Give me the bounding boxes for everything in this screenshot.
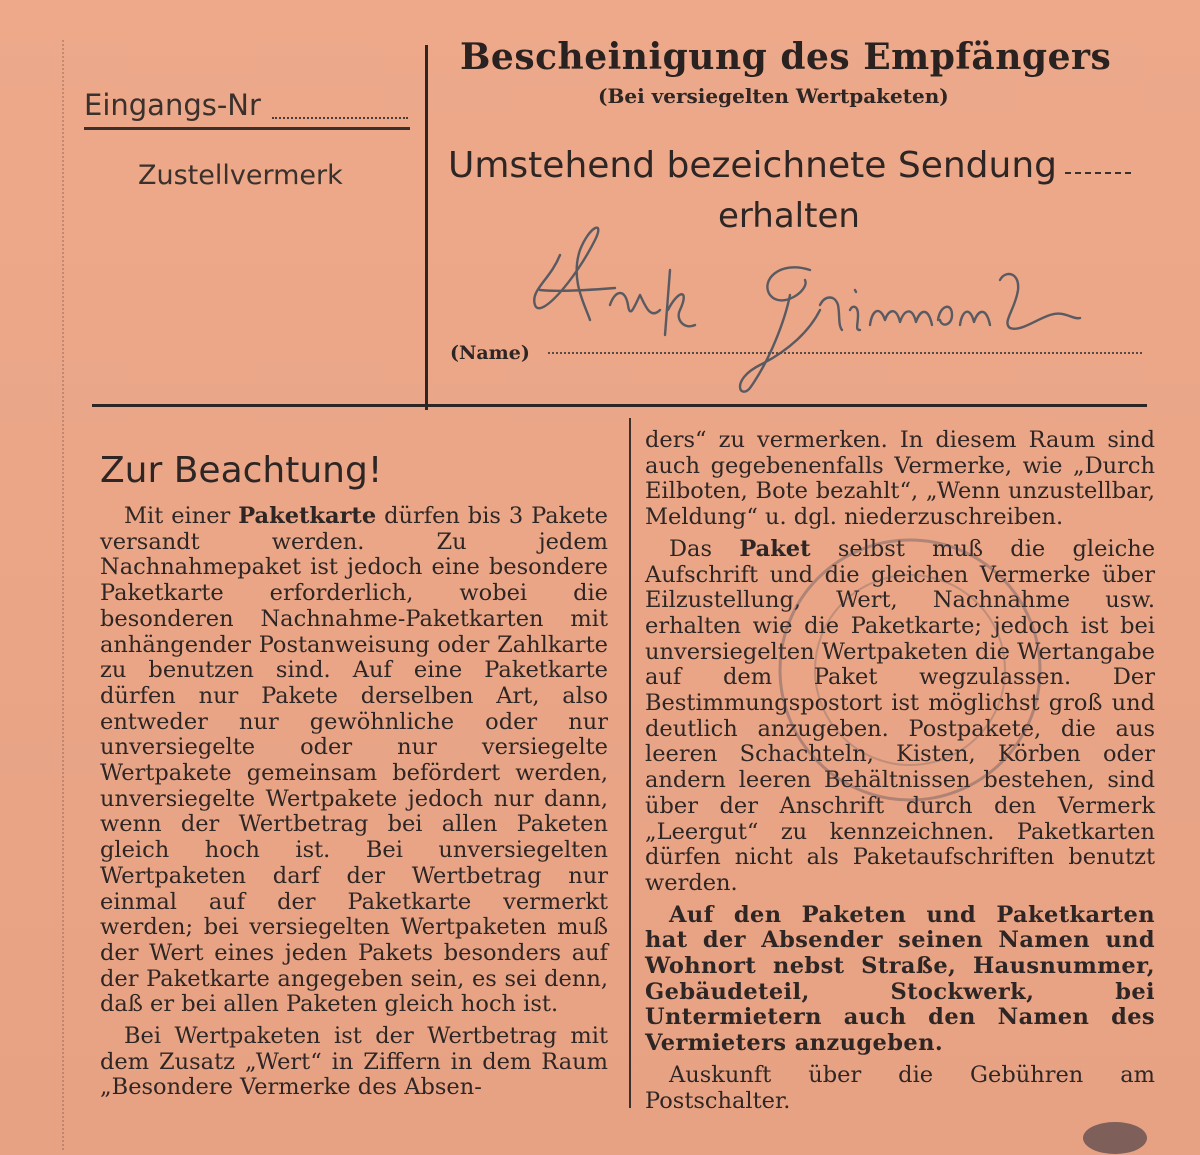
paket-bold: Paket — [739, 535, 811, 562]
notice-paragraph — [100, 504, 608, 1018]
notice-paragraph: Bei Wertpaketen ist der Wertbetrag mit dem Zusatz „Wert“ in Ziffern in dem Raum „Besondere Vermerke des Absen- — [100, 1023, 608, 1101]
ink-smudge — [1075, 1110, 1155, 1155]
paketkarte-bold: Paketkarte — [238, 503, 377, 529]
section-divider — [92, 404, 1147, 407]
page-subtitle: (Bei versiegelten Wertpaketen) — [598, 84, 949, 108]
notice-text: dürfen bis 3 Pakete versandt werden. Zu jedem Nachnahmepaket ist jedoch eine besondere Paketkarte erforderlich, wobei die besonderen Nachnahme-Paketkarten mit anhängender Postanweisung oder Zahlkarte zu benutzen sind. Auf eine Paketkarte dürfen nur Pakete derselben Art, also entweder nur gewöhnliche oder nur unversiegelte oder nur versiegelte Wertpakete gemeinsam befördert werden, unversiegelte Wertpakete jedoch nur dann, wenn der Wertbetrag bei allen Paketen gleich hoch ist. Bei unversiegelten Wertpaketen darf der Wertbetrag nur einmal auf der Paketkarte vermerkt werden; bei versiegelten Wertpaketen muß der Wert eines jeden Pakets besonders auf der Paketkarte angegeben sein, es sei denn, daß er bei allen Paketen gleich hoch ist. — [100, 503, 608, 1018]
perforation-edge — [62, 40, 64, 1150]
zustellvermerk-label: Zustellvermerk — [138, 160, 343, 191]
name-dotted-line — [548, 352, 1142, 354]
left-header-rule — [84, 127, 410, 130]
eingang-dotted-line — [272, 117, 408, 119]
eingang-label: Eingangs-Nr — [84, 88, 261, 122]
receipt-line-erhalten: erhalten — [718, 196, 860, 236]
name-label: (Name) — [450, 342, 530, 364]
receipt-dash-line — [1065, 172, 1131, 174]
notice-paragraph-bold: Auf den Paketen und Paketkarten hat der Absender seinen Namen und Wohnort nebst Straße, Hausnummer, Gebäudeteil, Stockwerk, bei Untermietern auch den Namen des Vermieters anzugeben. — [645, 901, 1155, 1057]
header-divider — [425, 45, 428, 410]
notice-text: selbst muß die gleiche Aufschrift und die gleichen Vermerke über Eilzustellung, Wert, Nachnahme usw. erhalten wie die Paketkarte; jedoch ist bei unversiegelten Wertpaketen die Wertangabe auf dem Paket wegzulassen. Der Bestimmungspostort ist möglichst groß und deutlich anzugeben. Postpakete, die aus leeren Schachteln, Kisten, Körben oder andern leeren Behältnissen bestehen, sind über der Anschrift durch den Vermerk „Leergut“ zu kennzeichnen. Paketkarten dürfen nicht als Paketaufschriften benutzt werden. — [645, 535, 1156, 896]
notice-left-column — [100, 504, 608, 1101]
page-title: Bescheinigung des Empfängers — [460, 36, 1112, 78]
notice-paragraph: Auskunft über die Gebühren am Postschalter. — [645, 1061, 1155, 1114]
postmark-stamp — [760, 520, 1060, 820]
notice-text: Mit einer — [124, 503, 231, 529]
notice-text: Das — [669, 535, 713, 562]
receipt-line: Umstehend bezeichnete Sendung — [448, 145, 1057, 186]
notice-paragraph: ders“ zu vermerken. In diesem Raum sind auch gegebenenfalls Vermerke, wie „Durch Eilboten, Bote bezahlt“, „Wenn unzustellbar, Meldung“ u. dgl. niederzuschreiben. — [645, 427, 1155, 531]
notice-heading: Zur Beachtung! — [100, 450, 383, 491]
column-divider — [629, 418, 631, 1108]
handwritten-signature — [520, 210, 1100, 400]
